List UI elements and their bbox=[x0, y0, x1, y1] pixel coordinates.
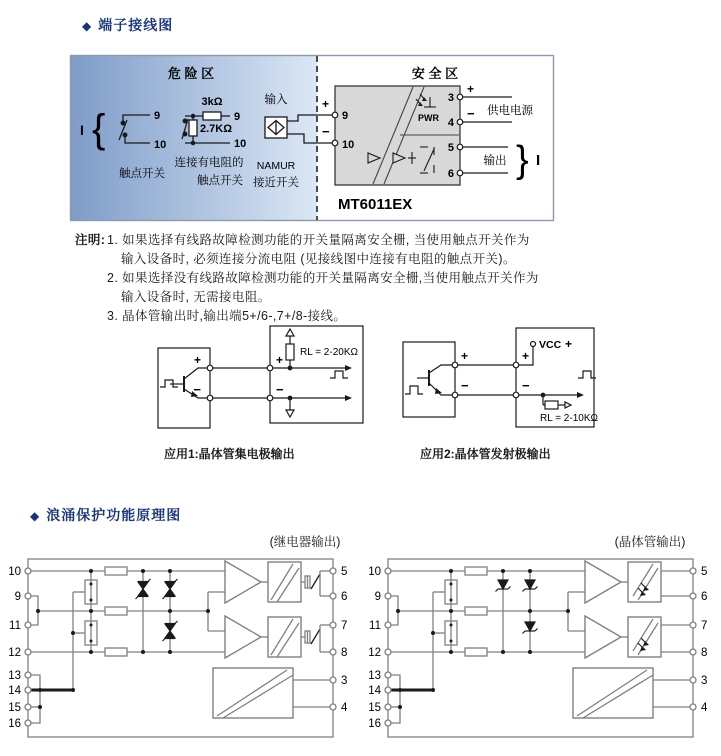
terminal-label: 12 bbox=[8, 647, 21, 659]
terminal-label: 7 bbox=[701, 620, 708, 632]
device-terminal-6: 6 bbox=[447, 168, 454, 180]
sw1-terminal-9: 9 bbox=[154, 110, 161, 122]
terminal-label: 3 bbox=[341, 675, 348, 687]
terminal-label: 15 bbox=[8, 702, 21, 714]
app1-rl-label: RL = 2-20KΩ bbox=[300, 347, 358, 358]
section2-title-text: 浪涌保护功能原理图 bbox=[46, 507, 182, 523]
output-label: 输出 bbox=[483, 155, 507, 167]
terminal-label: 11 bbox=[369, 620, 381, 632]
supply-label: 供电电源 bbox=[487, 105, 533, 117]
pwr-label: PWR bbox=[418, 113, 439, 123]
terminal-label: 13 bbox=[8, 670, 21, 682]
terminal-label: 5 bbox=[701, 566, 708, 578]
terminal-label: 12 bbox=[368, 647, 381, 659]
application-circuit-2 bbox=[395, 320, 635, 450]
current-label-2: I bbox=[536, 152, 541, 169]
current-label-1: I bbox=[80, 122, 84, 138]
diamond-icon-2: ◆ bbox=[30, 509, 41, 523]
terminal-label: 9 bbox=[374, 591, 381, 603]
terminal-label: 16 bbox=[368, 718, 381, 730]
app2-plus-right: + bbox=[522, 349, 530, 363]
junction-dots bbox=[36, 569, 210, 709]
terminal-label: 6 bbox=[341, 591, 348, 603]
terminal-label: 10 bbox=[368, 566, 381, 578]
input-plus-sign: + bbox=[322, 97, 330, 111]
terminal-label: 5 bbox=[341, 566, 348, 578]
device-terminal-4: 4 bbox=[447, 117, 454, 129]
app2-vcc-plus: + bbox=[565, 337, 573, 351]
app1-plus-right: + bbox=[276, 353, 284, 367]
terminal-label: 7 bbox=[341, 620, 348, 632]
section2-title bbox=[30, 505, 181, 525]
resistor-3k-label: 3kΩ bbox=[201, 96, 223, 108]
note-line-2: 输入设备时, 必须连接分流电阻 (见接线图中连接有电阻的触点开关)。 bbox=[121, 252, 516, 266]
transistor-output-caption: (晶体管输出) bbox=[614, 535, 686, 549]
app2-vcc-label: VCC bbox=[539, 339, 562, 351]
brace-right: } bbox=[516, 139, 529, 181]
namur-label-2: 接近开关 bbox=[253, 177, 299, 189]
surge-relay-wiring bbox=[28, 559, 333, 737]
note-line-1: 注明: 1. 如果选择有线路故障检测功能的开关量隔离安全栅, 当使用触点开关作为 bbox=[75, 231, 595, 250]
surge-diagram-relay bbox=[5, 556, 350, 756]
diamond-icon: ◆ bbox=[82, 19, 93, 33]
namur-label-1: NAMUR bbox=[256, 160, 296, 172]
sw2-terminal-10: 10 bbox=[234, 138, 247, 150]
device-terminal-10: 10 bbox=[342, 139, 355, 151]
application-2-caption: 应用2:晶体管发射极输出 bbox=[420, 447, 551, 461]
app2-minus-left: − bbox=[461, 378, 469, 393]
note-line-5: 3. 晶体管输出时,输出端5+/6-,7+/8-接线。 bbox=[107, 309, 347, 323]
application-circuit-1 bbox=[140, 320, 380, 450]
terminal-label: 6 bbox=[701, 591, 708, 603]
device-terminal-5: 5 bbox=[447, 142, 454, 154]
relay-output-caption: (继电器输出) bbox=[269, 535, 341, 549]
terminal-label: 13 bbox=[368, 670, 381, 682]
brace-left: { bbox=[92, 107, 106, 151]
safe-zone-label: 安 全 区 bbox=[411, 66, 459, 81]
section1-title bbox=[82, 15, 173, 35]
resistor-2k7-label: 2.7KΩ bbox=[200, 123, 233, 135]
contact-switch-caption: 触点开关 bbox=[119, 168, 165, 180]
model-label: MT6011EX bbox=[338, 196, 413, 213]
app2-rl-label: RL = 2-10KΩ bbox=[540, 413, 598, 424]
junction-dots bbox=[396, 569, 570, 709]
note-prefix: 注明: bbox=[75, 233, 106, 247]
input-label: 输入 bbox=[264, 94, 288, 106]
supply-minus-sign: − bbox=[467, 106, 475, 121]
section1-title-text: 端子接线图 bbox=[98, 17, 174, 33]
terminal-label: 14 bbox=[368, 685, 381, 697]
app2-plus-left: + bbox=[461, 349, 469, 363]
terminal-label: 14 bbox=[8, 685, 21, 697]
terminal-label: 10 bbox=[8, 566, 21, 578]
device-terminal-9: 9 bbox=[342, 110, 349, 122]
hazard-zone-label: 危 险 区 bbox=[167, 66, 215, 81]
app2-minus-right: − bbox=[522, 378, 530, 393]
isolator-device bbox=[332, 86, 463, 185]
app1-minus-right: − bbox=[276, 382, 284, 397]
terminal-label: 15 bbox=[368, 702, 381, 714]
terminal-wiring-diagram bbox=[70, 55, 554, 221]
terminal-label: 8 bbox=[701, 647, 708, 659]
terminal-label: 11 bbox=[9, 620, 21, 632]
resistor-switch-caption-1: 连接有电阻的 bbox=[174, 157, 244, 169]
note-line-4: 输入设备时, 无需接电阻。 bbox=[121, 290, 271, 304]
surge-transistor-wiring bbox=[388, 559, 693, 737]
terminal-label: 4 bbox=[701, 702, 708, 714]
supply-plus-sign: + bbox=[467, 82, 475, 96]
terminal-label: 4 bbox=[341, 702, 348, 714]
notes-block bbox=[75, 231, 595, 326]
application-1-caption: 应用1:晶体管集电极输出 bbox=[164, 447, 295, 461]
device-terminal-3: 3 bbox=[447, 92, 454, 104]
terminal-label: 16 bbox=[8, 718, 21, 730]
terminal-label: 3 bbox=[701, 675, 708, 687]
app1-minus-left: − bbox=[193, 382, 201, 397]
input-minus-sign: − bbox=[322, 124, 330, 139]
sw2-terminal-9: 9 bbox=[234, 111, 241, 123]
sw1-terminal-10: 10 bbox=[154, 139, 167, 151]
app1-plus-left: + bbox=[193, 353, 201, 367]
zener-diodes bbox=[496, 580, 538, 634]
resistor-switch-caption-2: 触点开关 bbox=[197, 175, 243, 187]
note-line-3: 2. 如果选择没有线路故障检测功能的开关量隔离安全栅,当使用触点开关作为 bbox=[107, 271, 539, 285]
terminal-label: 9 bbox=[14, 591, 21, 603]
terminal-label: 8 bbox=[341, 647, 348, 659]
surge-diagram-transistor bbox=[365, 556, 710, 756]
